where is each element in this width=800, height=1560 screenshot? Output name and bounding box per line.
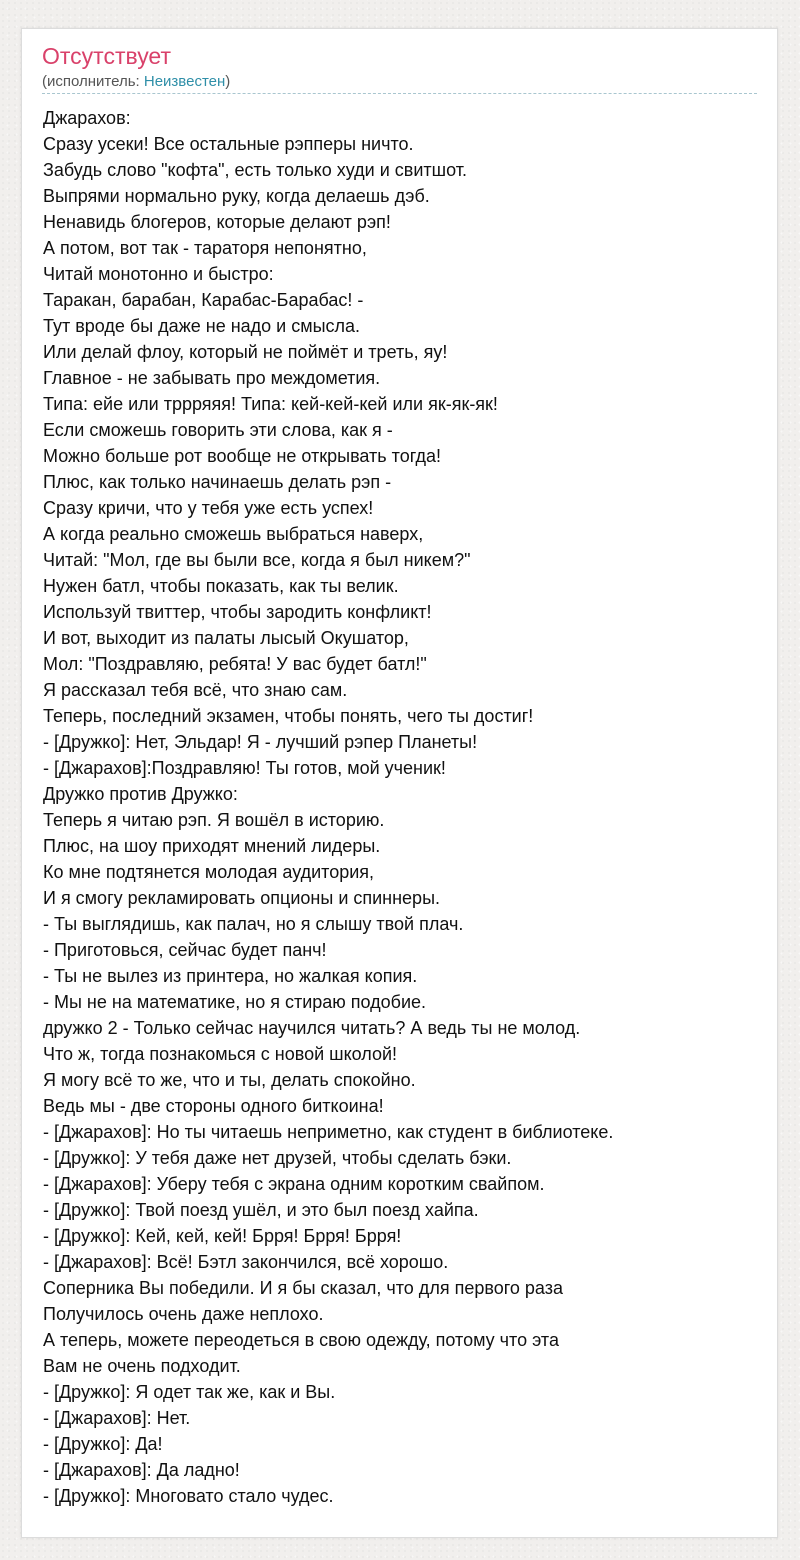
lyric-line: Теперь, последний экзамен, чтобы понять, чего ты достиг! <box>43 706 534 726</box>
lyric-line: Ко мне подтянется молодая аудитория, <box>43 862 375 882</box>
lyric-line: Теперь я читаю рэп. Я вошёл в историю. <box>43 810 385 830</box>
lyric-line: - [Джарахов]: Всё! Бэтл закончился, всё хорошо. <box>43 1252 449 1272</box>
lyric-line: Ненавидь блогеров, которые делают рэп! <box>43 212 391 232</box>
lyric-line: Или делай флоу, который не поймёт и треть, яу! <box>43 342 448 362</box>
lyric-line: Сразу усеки! Все остальные рэпперы ничто. <box>43 134 414 154</box>
artist-line <box>42 72 230 92</box>
lyric-line: Соперника Вы победили. И я бы сказал, что для первого раза <box>43 1278 563 1298</box>
lyric-line: Нужен батл, чтобы показать, как ты велик. <box>43 576 399 596</box>
artist-label-close: ) <box>225 73 231 90</box>
lyric-line: Плюс, как только начинаешь делать рэп - <box>43 472 392 492</box>
lyric-line: - [Дружко]: Многовато стало чудес. <box>43 1486 334 1506</box>
lyric-line: Таракан, барабан, Карабас-Барабас! - <box>43 290 364 310</box>
lyric-line: А когда реально сможешь выбраться наверх, <box>43 524 424 544</box>
lyric-line: - [Дружко]: Твой поезд ушёл, и это был поезд хайпа. <box>43 1200 479 1220</box>
lyric-line: Плюс, на шоу приходят мнений лидеры. <box>43 836 381 856</box>
lyric-line: А потом, вот так - тараторя непонятно, <box>43 238 367 258</box>
lyric-line: Тут вроде бы даже не надо и смысла. <box>43 316 361 336</box>
lyric-line: - [Дружко]: Нет, Эльдар! Я - лучший рэпер Планеты! <box>43 732 478 752</box>
artist-label: (исполнитель: <box>42 73 144 90</box>
lyric-line: Я рассказал тебя всё, что знаю сам. <box>43 680 348 700</box>
song-title: Отсутствует <box>42 43 171 69</box>
lyric-line: Если сможешь говорить эти слова, как я - <box>43 420 393 440</box>
lyric-line: Читай монотонно и быстро: <box>43 264 274 284</box>
lyric-line: А теперь, можете переодеться в свою одежду, потому что эта <box>43 1330 559 1350</box>
lyrics-card <box>21 28 778 1538</box>
lyric-line: Сразу кричи, что у тебя уже есть успех! <box>43 498 374 518</box>
title-divider <box>42 93 757 94</box>
lyric-line: - [Дружко]: Да! <box>43 1434 163 1454</box>
lyric-line: Выпрями нормально руку, когда делаешь дэб. <box>43 186 430 206</box>
lyric-line: И я смогу рекламировать опционы и спиннеры. <box>43 888 441 908</box>
lyric-line: И вот, выходит из палаты лысый Окушатор, <box>43 628 409 648</box>
artist-link[interactable]: Неизвестен <box>143 73 226 90</box>
lyric-line: - Ты не вылез из принтера, но жалкая копия. <box>43 966 418 986</box>
lyric-line: дружко 2 - Только сейчас научился читать? А ведь ты не молод. <box>43 1018 581 1038</box>
lyric-line: - [Джарахов]: Да ладно! <box>43 1460 240 1480</box>
lyric-line: Что ж, тогда познакомься с новой школой! <box>43 1044 398 1064</box>
lyric-line: Дружко против Дружко: <box>43 784 238 804</box>
lyric-line: Мол: "Поздравляю, ребята! У вас будет батл!" <box>43 654 427 674</box>
lyrics-text <box>43 105 763 1509</box>
lyric-line: Ведь мы - две стороны одного биткоина! <box>43 1096 384 1116</box>
lyric-line: Получилось очень даже неплохо. <box>43 1304 324 1324</box>
lyric-line: - Ты выглядишь, как палач, но я слышу твой плач. <box>43 914 464 934</box>
lyric-line: Вам не очень подходит. <box>43 1356 241 1376</box>
lyric-line: - Приготовься, сейчас будет панч! <box>43 940 327 960</box>
lyric-line: Я могу всё то же, что и ты, делать спокойно. <box>43 1070 416 1090</box>
lyric-line: Главное - не забывать про междометия. <box>43 368 381 388</box>
lyric-line: Забудь слово "кофта", есть только худи и свитшот. <box>43 160 467 180</box>
lyric-line: Типа: ейе или тррряяя! Типа: кей-кей-кей или як-як-як! <box>43 394 498 414</box>
lyric-line: - [Джарахов]: Но ты читаешь неприметно, как студент в библиотеке. <box>43 1122 614 1142</box>
lyric-line: - Мы не на математике, но я стираю подобие. <box>43 992 427 1012</box>
lyric-line: Читай: "Мол, где вы были все, когда я был никем?" <box>43 550 471 570</box>
lyric-line: - [Дружко]: У тебя даже нет друзей, чтобы сделать бэки. <box>43 1148 512 1168</box>
lyric-line: - [Дружко]: Я одет так же, как и Вы. <box>43 1382 336 1402</box>
lyric-line: Используй твиттер, чтобы зародить конфликт! <box>43 602 432 622</box>
lyric-line: Джарахов: <box>43 108 131 128</box>
lyric-line: - [Джарахов]:Поздравляю! Ты готов, мой ученик! <box>43 758 446 778</box>
lyric-line: - [Дружко]: Кей, кей, кей! Брря! Брря! Брря! <box>43 1226 402 1246</box>
lyric-line: - [Джарахов]: Нет. <box>43 1408 191 1428</box>
lyric-line: Можно больше рот вообще не открывать тогда! <box>43 446 441 466</box>
lyric-line: - [Джарахов]: Уберу тебя с экрана одним коротким свайпом. <box>43 1174 545 1194</box>
